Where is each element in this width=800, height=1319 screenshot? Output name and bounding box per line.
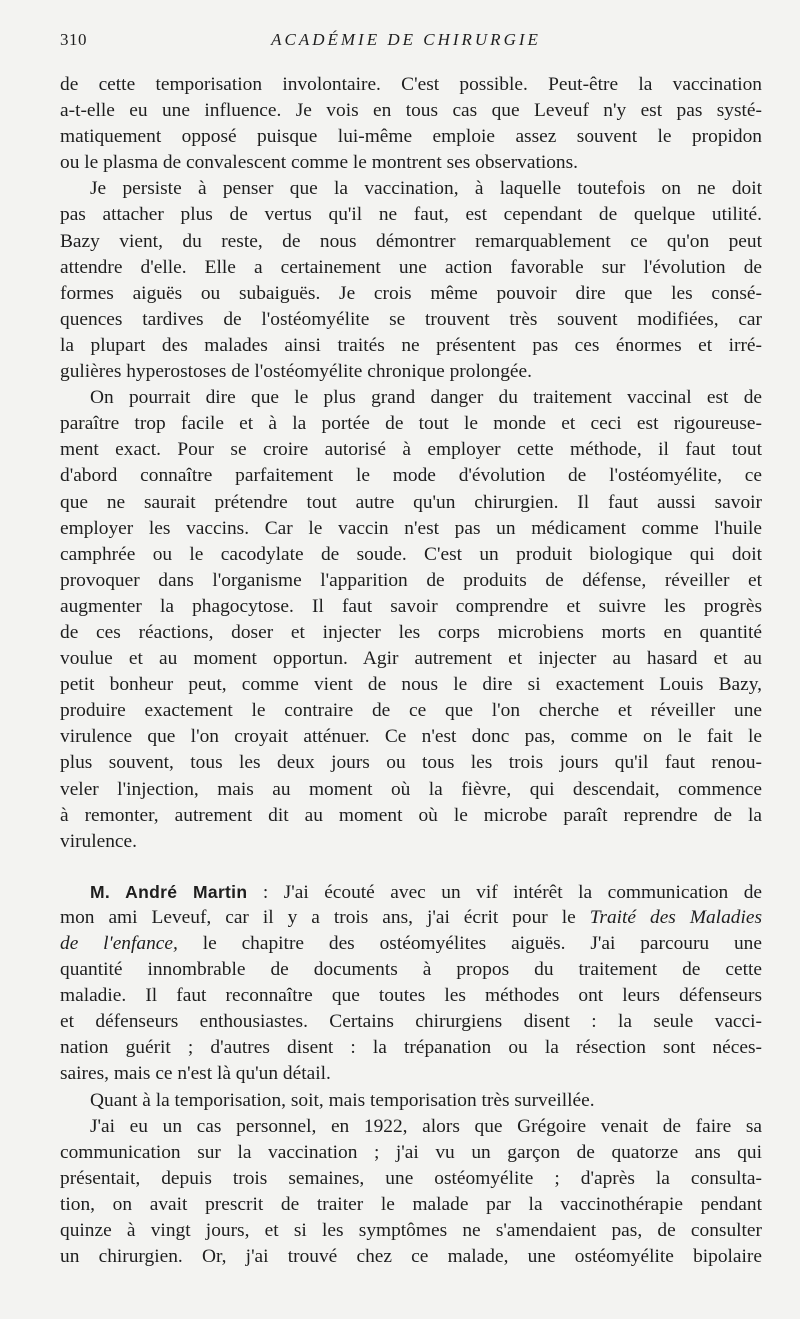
text-line: provoquer dans l'organisme l'apparition de produits de défense, réveiller et bbox=[60, 569, 762, 591]
body-text bbox=[60, 72, 762, 1270]
text-line: virulence que l'on croyait atténuer. Ce n'est donc pas, comme on le fait le bbox=[60, 726, 762, 748]
text-line: de ces réactions, doser et injecter les corps microbiens morts en quantité bbox=[60, 621, 762, 643]
text-line: gulières hyperostoses de l'ostéomyélite chronique prolongée. bbox=[60, 361, 532, 383]
text-line: Quant à la temporisation, soit, mais temporisation très surveillée. bbox=[90, 1089, 595, 1111]
book-title: de l'enfance, bbox=[60, 933, 178, 954]
text-line bbox=[60, 905, 762, 931]
text-line: quences tardives de l'ostéomyélite se trouvent très souvent modifiées, car bbox=[60, 308, 762, 330]
paragraph bbox=[60, 176, 762, 385]
text-line: produire exactement le contraire de ce que l'on cherche et réveiller une bbox=[60, 700, 762, 722]
text-span: : J'ai écouté avec un vif intérêt la communication de bbox=[247, 881, 763, 903]
text-line: paraître trop facile et à la portée de tout le monde et ceci est rigoureuse- bbox=[60, 413, 762, 435]
text-line: Bazy vient, du reste, de nous démontrer remarquablement ce qu'on peut bbox=[60, 230, 762, 252]
paragraph bbox=[60, 879, 762, 1088]
text-line: veler l'injection, mais au moment où la fièvre, qui descendait, commence bbox=[60, 778, 762, 800]
text-line: quinze à vingt jours, et si les symptômes ne s'amendaient pas, de consulter bbox=[60, 1220, 762, 1242]
text-line bbox=[60, 879, 762, 905]
text-line: J'ai eu un cas personnel, en 1922, alors que Grégoire venait de faire sa bbox=[90, 1115, 762, 1137]
text-line: petit bonheur peut, comme vient de nous le dire si exactement Louis Bazy, bbox=[60, 674, 762, 696]
text-line: On pourrait dire que le plus grand danger du traitement vaccinal est de bbox=[90, 387, 762, 409]
text-line: nation guérit ; d'autres disent : la trépanation ou la résection sont néces- bbox=[60, 1037, 762, 1059]
text-line: tion, on avait prescrit de traiter le malade par la vaccinothérapie pendant bbox=[60, 1193, 762, 1215]
text-line: a-t-elle eu une influence. Je vois en tous cas que Leveuf n'y est pas systé- bbox=[60, 100, 762, 122]
text-line: matiquement opposé puisque lui-même emploie assez souvent le propidon bbox=[60, 126, 762, 148]
text-line: quantité innombrable de documents à propos du traitement de cette bbox=[60, 959, 762, 981]
text-line: et défenseurs enthousiastes. Certains chirurgiens disent : la seule vacci- bbox=[60, 1011, 762, 1033]
speaker-name: M. André Martin bbox=[90, 881, 248, 902]
text-line: ment exact. Pour se croire autorisé à employer cette méthode, il faut tout bbox=[60, 439, 762, 461]
paragraph bbox=[60, 72, 762, 176]
text-line: Je persiste à penser que la vaccination, à laquelle toutefois on ne doit bbox=[90, 178, 762, 200]
text-line: un chirurgien. Or, j'ai trouvé chez ce malade, une ostéomyélite bipolaire bbox=[60, 1246, 762, 1268]
text-line: saires, mais ce n'est là qu'un détail. bbox=[60, 1063, 331, 1085]
text-line: virulence. bbox=[60, 830, 137, 852]
text-line: communication sur la vaccination ; j'ai vu un garçon de quatorze ans qui bbox=[60, 1141, 762, 1163]
text-line: augmenter la phagocytose. Il faut savoir comprendre et suivre les progrès bbox=[60, 595, 762, 617]
paragraph bbox=[60, 1088, 762, 1114]
paragraph bbox=[60, 385, 762, 855]
text-line: à remonter, autrement dit au moment où le microbe paraît reprendre de la bbox=[60, 804, 762, 826]
text-line: plus souvent, tous les deux jours ou tous les trois jours qu'il faut renou- bbox=[60, 752, 762, 774]
text-line: la plupart des malades ainsi traités ne présentent pas ces énormes et irré- bbox=[60, 334, 762, 356]
text-line: employer les vaccins. Car le vaccin n'est pas un médicament comme l'huile bbox=[60, 517, 762, 539]
text-line: que ne saurait prétendre tout autre qu'un chirurgien. Il faut aussi savoir bbox=[60, 491, 762, 513]
running-head: ACADÉMIE DE CHIRURGIE bbox=[271, 30, 541, 49]
section-gap bbox=[60, 855, 762, 879]
text-line: voulue et au moment opportun. Agir autrement et injecter au hasard et au bbox=[60, 648, 762, 670]
text-line: pas attacher plus de vertus qu'il ne faut, est cependant de quelque utilité. bbox=[60, 204, 762, 226]
text-line bbox=[60, 931, 762, 957]
text-line: de cette temporisation involontaire. C'est possible. Peut-être la vaccination bbox=[60, 74, 762, 95]
text-line: camphrée ou le cacodylate de soude. C'est un produit biologique qui doit bbox=[60, 543, 762, 565]
text-line: formes aiguës ou subaiguës. Je crois même pouvoir dire que les consé- bbox=[60, 282, 762, 304]
text-line: ou le plasma de convalescent comme le montrent ses observations. bbox=[60, 152, 579, 174]
text-line: d'abord connaître parfaitement le mode d'évolution de l'ostéomyélite, ce bbox=[60, 465, 762, 487]
text-line: présentait, depuis trois semaines, une ostéomyélite ; d'après la consulta- bbox=[60, 1167, 762, 1189]
text-line: attendre d'elle. Elle a certainement une action favorable sur l'évolution de bbox=[60, 256, 762, 278]
text-line: maladie. Il faut reconnaître que toutes les méthodes ont leurs défenseurs bbox=[60, 985, 762, 1007]
page-header bbox=[60, 30, 752, 54]
book-title: Traité des Maladies bbox=[589, 906, 762, 928]
page-number: 310 bbox=[60, 30, 87, 49]
paragraph bbox=[60, 1114, 762, 1271]
text-span: le chapitre des ostéomyélites aiguës. J'ai parcouru une bbox=[177, 933, 762, 954]
text-span: mon ami Leveuf, car il y a trois ans, j'ai écrit pour le bbox=[60, 906, 590, 928]
